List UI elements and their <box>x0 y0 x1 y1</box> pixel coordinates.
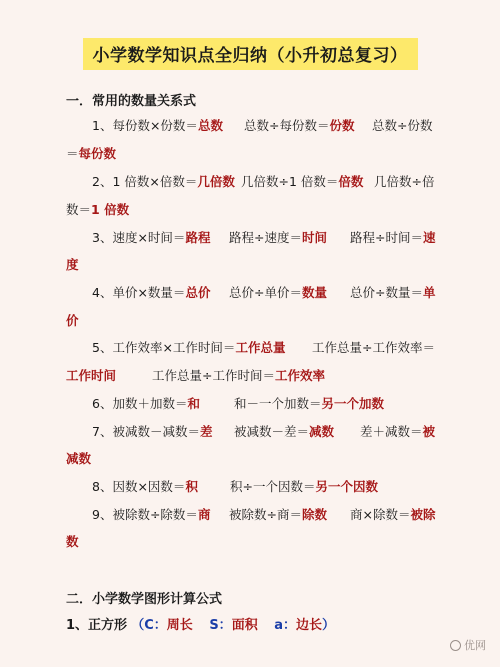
relation-1b: 总数÷每份数＝份数 <box>244 118 355 133</box>
relation-8b: 积÷一个因数＝另一个因数 <box>230 479 378 494</box>
relation-6b: 和－一个加数＝另一个加数 <box>234 396 385 411</box>
relation-5b: 工作总量÷工作效率＝ <box>312 340 435 355</box>
relation-3a: 3、速度×时间＝路程 <box>92 230 211 245</box>
title-container <box>0 38 500 70</box>
relation-5e: 工作总量÷工作时间＝工作效率 <box>152 368 325 383</box>
relation-7b: 被减数－差＝减数 <box>234 424 335 439</box>
relation-9b: 被除数÷商＝除数 <box>229 507 327 522</box>
watermark: 优网 <box>450 637 486 653</box>
relation-3d: 度 <box>66 257 79 272</box>
relation-5d: 工作时间 <box>66 368 117 383</box>
relation-1c: 总数÷份数 <box>372 118 433 133</box>
relation-4c: 总价÷数量＝单 <box>350 285 436 300</box>
relation-4d: 价 <box>66 313 79 328</box>
relation-7c: 差＋减数＝被 <box>360 424 436 439</box>
square-label: 正方形 <box>88 618 128 633</box>
relation-4b: 总价÷单价＝数量 <box>229 285 327 300</box>
relation-2c: 几倍数÷倍 <box>374 174 435 189</box>
relation-2b: 几倍数÷1 倍数＝倍数 <box>241 174 364 189</box>
section-heading-relations: 一．常用的数量关系式 <box>66 94 197 109</box>
relation-6a: 6、加数＋加数＝和 <box>92 396 200 411</box>
relation-8a: 8、因数×因数＝积 <box>92 479 198 494</box>
relation-1d: ＝每份数 <box>66 146 117 161</box>
relation-4a: 4、单价×数量＝总价 <box>92 285 211 300</box>
relation-3b: 路程÷速度＝时间 <box>229 230 327 245</box>
relation-9a: 9、被除数÷除数＝商 <box>92 507 211 522</box>
relation-7d: 减数 <box>66 451 92 466</box>
relation-2a: 2、1 倍数×倍数＝几倍数 <box>92 174 235 189</box>
relation-3c: 路程÷时间＝速 <box>350 230 436 245</box>
square-formula: 1、正方形 （C：周长 S：面积 a：边长） <box>66 618 336 633</box>
relation-5a: 5、工作效率×工作时间＝工作总量 <box>92 340 286 355</box>
relation-9d: 数 <box>66 534 79 549</box>
relation-1a: 1、每份数×份数＝总数 <box>92 118 223 133</box>
relation-7a: 7、被减数－减数＝差 <box>92 424 213 439</box>
page-title: 小学数学知识点全归纳（小升初总复习） <box>83 38 418 70</box>
section-heading-geometry: 二．小学数学图形计算公式 <box>66 592 223 607</box>
watermark-icon <box>450 640 461 651</box>
relation-2d: 数＝1 倍数 <box>66 202 130 217</box>
relation-9c: 商×除数＝被除 <box>350 507 436 522</box>
